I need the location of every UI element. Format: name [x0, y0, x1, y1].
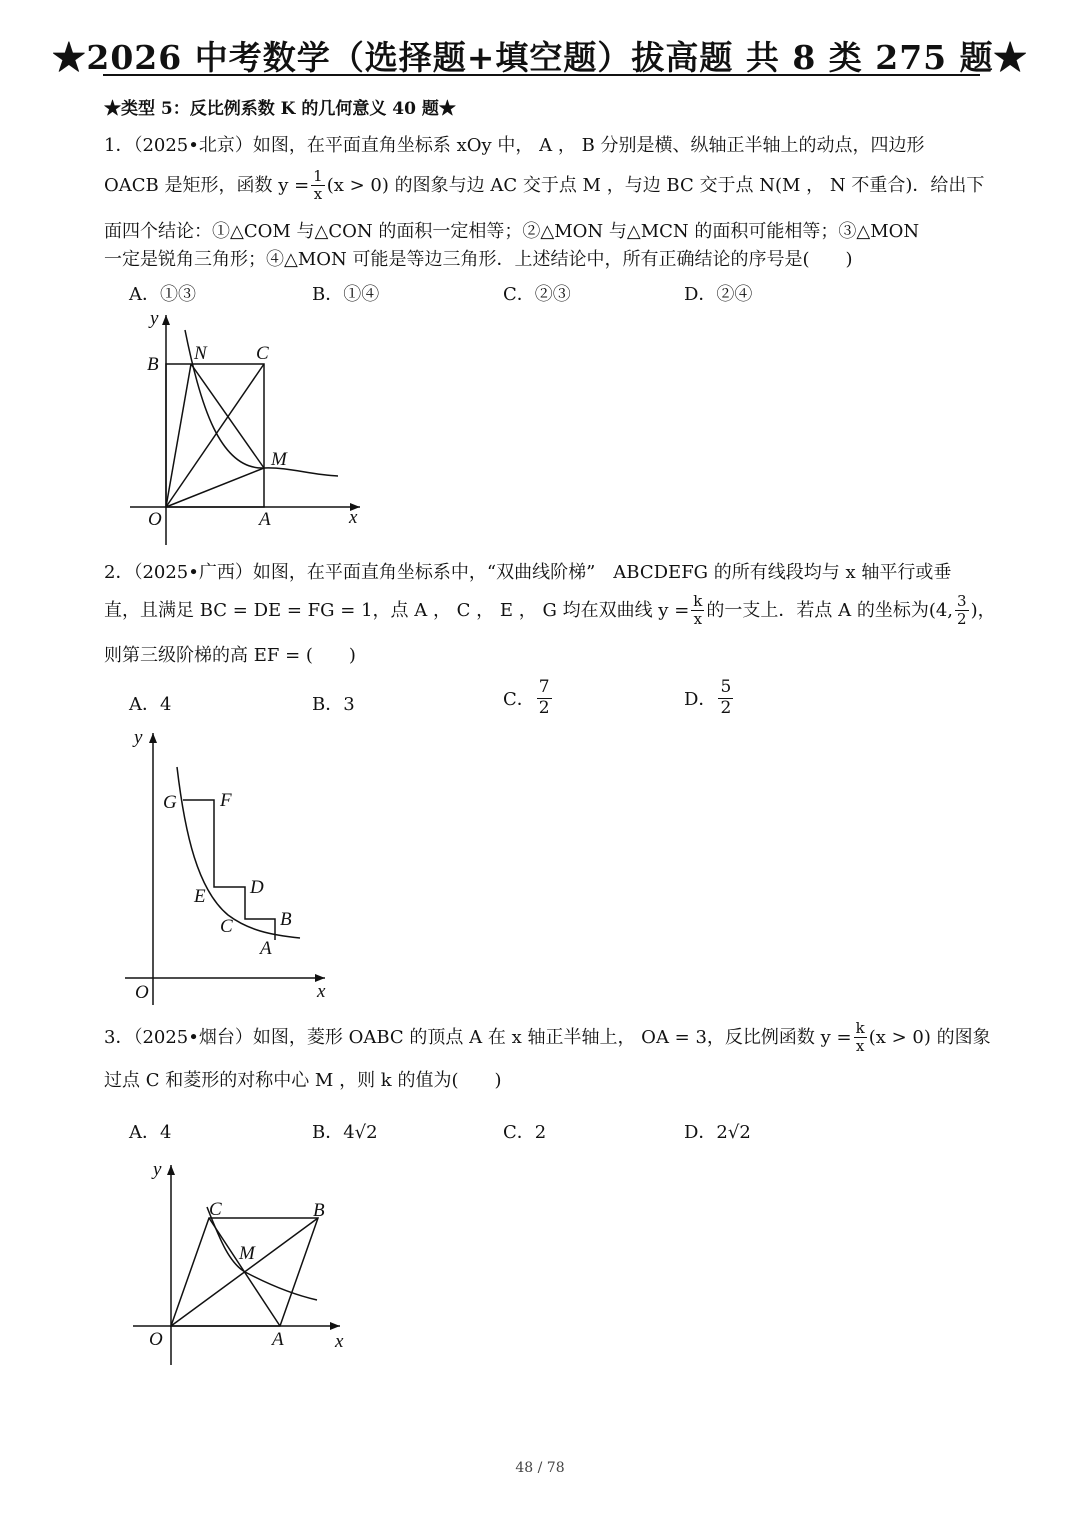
question-1-figure [120, 305, 380, 550]
label-y: y [153, 1159, 162, 1180]
question-2-option-b[interactable]: B．3 [312, 694, 355, 715]
label-c: C [256, 343, 269, 364]
label-b: B [280, 909, 292, 930]
label-d: D [250, 877, 264, 898]
label-b: B [313, 1200, 325, 1221]
question-2-option-c-label: C． [503, 689, 535, 711]
segment-on [166, 364, 191, 507]
question-2-option-a[interactable]: A．4 [129, 694, 172, 715]
question-3-figure [125, 1155, 365, 1370]
question-3-line-2: 过点 C 和菱形的对称中心 M ，则 k 的值为( ) [104, 1070, 502, 1091]
question-2-option-d-den: 2 [720, 697, 732, 718]
y-arrow-icon [167, 1165, 175, 1175]
question-1-line-3: 面四个结论：①△COM 与△CON 的面积一定相等；②△MON 与△MCN 的面积可能相等；③△MON [104, 221, 920, 242]
question-2-text-1: 如图，在平面直角坐标系中，“双曲线阶梯” ABCDEFG 的所有线段均与 x 轴平行或垂 [252, 562, 952, 583]
label-m: M [271, 449, 287, 470]
question-1-frac-num: 1 [313, 167, 323, 185]
y-arrow-icon [149, 733, 157, 743]
question-3-frac-num: k [855, 1019, 865, 1037]
question-2-option-d-label: D． [684, 689, 717, 711]
question-1-frac-den: x [313, 185, 323, 204]
question-3-option-c[interactable]: C．2 [503, 1122, 547, 1143]
label-c: C [220, 916, 233, 937]
question-2-frac-num: k [693, 592, 703, 610]
question-2-option-d-num: 5 [720, 677, 732, 697]
question-1-source: （2025•北京） [133, 135, 253, 156]
label-x: x [335, 1331, 344, 1352]
question-2-line-1 [104, 564, 951, 582]
label-y: y [134, 727, 143, 748]
label-x: x [317, 981, 326, 1002]
question-3-text-1a: 如图，菱形 OABC 的顶点 A 在 x 轴正半轴上， OA = 3，反比例函数 y = [252, 1026, 852, 1048]
question-3-number: 3． [104, 1026, 134, 1048]
label-o: O [135, 982, 149, 1003]
question-1-fraction [311, 168, 325, 204]
question-2-figure [120, 725, 340, 1010]
question-2-option-c-den: 2 [538, 697, 550, 718]
label-o: O [148, 509, 162, 530]
question-3-option-a[interactable]: A．4 [129, 1122, 172, 1143]
question-1-option-a[interactable]: A．①③ [129, 284, 196, 305]
label-a: A [272, 1329, 284, 1350]
question-2-fraction-2 [955, 593, 969, 629]
label-a: A [260, 938, 272, 959]
question-2-frac2-num: 3 [957, 592, 967, 610]
question-2-frac2-den: 2 [957, 610, 967, 629]
label-x: x [349, 507, 358, 528]
question-3-source: （2025•烟台） [133, 1026, 253, 1048]
question-1-text-1: 如图，在平面直角坐标系 xOy 中， A ， B 分别是横、纵轴正半轴上的动点，四边形 [252, 135, 925, 156]
question-3-option-b[interactable]: B．4√2 [312, 1122, 378, 1143]
question-1-line-1 [104, 137, 925, 155]
question-2-option-d-fraction [718, 678, 733, 718]
label-o: O [149, 1329, 163, 1350]
label-n: N [194, 343, 207, 364]
y-arrow-icon [162, 315, 170, 325]
page-number: 48 / 78 [515, 1460, 565, 1476]
question-2-number: 2． [104, 562, 134, 583]
question-1-text-2a: OACB 是矩形，函数 y = [104, 174, 310, 196]
label-c: C [209, 1199, 222, 1220]
segment-om [166, 468, 264, 507]
question-1-option-c[interactable]: C．②③ [503, 284, 571, 305]
question-2-text-2b: 的一支上．若点 A 的坐标为(4, [706, 599, 954, 621]
question-1-text-2b: (x > 0) 的图象与边 AC 交于点 M ，与边 BC 交于点 N(M ， N 不重合)．给出下 [326, 174, 985, 196]
label-m: M [239, 1243, 255, 1264]
question-3-fraction [854, 1020, 867, 1056]
question-2-option-d[interactable] [684, 678, 735, 718]
question-2-fraction [691, 593, 704, 629]
segment-oc [166, 364, 264, 507]
question-1-option-d[interactable]: D．②④ [684, 284, 753, 305]
x-arrow-icon [330, 1322, 340, 1330]
question-2-line-2 [104, 593, 996, 629]
question-2-frac-den: x [693, 610, 703, 629]
question-2-option-c-num: 7 [538, 677, 550, 697]
question-3-line-1 [104, 1020, 991, 1056]
label-b: B [147, 354, 159, 375]
question-3-frac-den: x [855, 1037, 865, 1056]
question-1-option-b[interactable]: B．①④ [312, 284, 380, 305]
label-f: F [220, 790, 232, 811]
question-1-line-2 [104, 168, 984, 204]
question-3-text-1b: (x > 0) 的图象 [868, 1026, 991, 1048]
hyperbola-curve [207, 1207, 317, 1300]
label-g: G [163, 792, 177, 813]
title-divider [103, 74, 980, 76]
question-1-number: 1． [104, 135, 134, 156]
question-2-text-2c: )， [970, 599, 996, 621]
question-2-line-3: 则第三级阶梯的高 EF = ( ) [104, 645, 356, 666]
section-heading: ★类型 5：反比例系数 K 的几何意义 40 题★ [104, 99, 456, 119]
page-title: ★2026 中考数学（选择题+填空题）拔高题 共 8 类 275 题★ [52, 38, 1028, 77]
question-3-option-d[interactable]: D．2√2 [684, 1122, 751, 1143]
label-y: y [150, 308, 159, 329]
question-2-text-2a: 直，且满足 BC = DE = FG = 1，点 A ， C ， E ， G 均在双曲线 y = [104, 599, 690, 621]
question-2-option-c-fraction [537, 678, 552, 718]
question-1-line-4: 一定是锐角三角形；④△MON 可能是等边三角形．上述结论中，所有正确结论的序号是( ) [104, 249, 853, 270]
question-2-option-c[interactable] [503, 678, 554, 718]
label-e: E [194, 886, 206, 907]
question-2-source: （2025•广西） [133, 562, 253, 583]
label-a: A [259, 509, 271, 530]
